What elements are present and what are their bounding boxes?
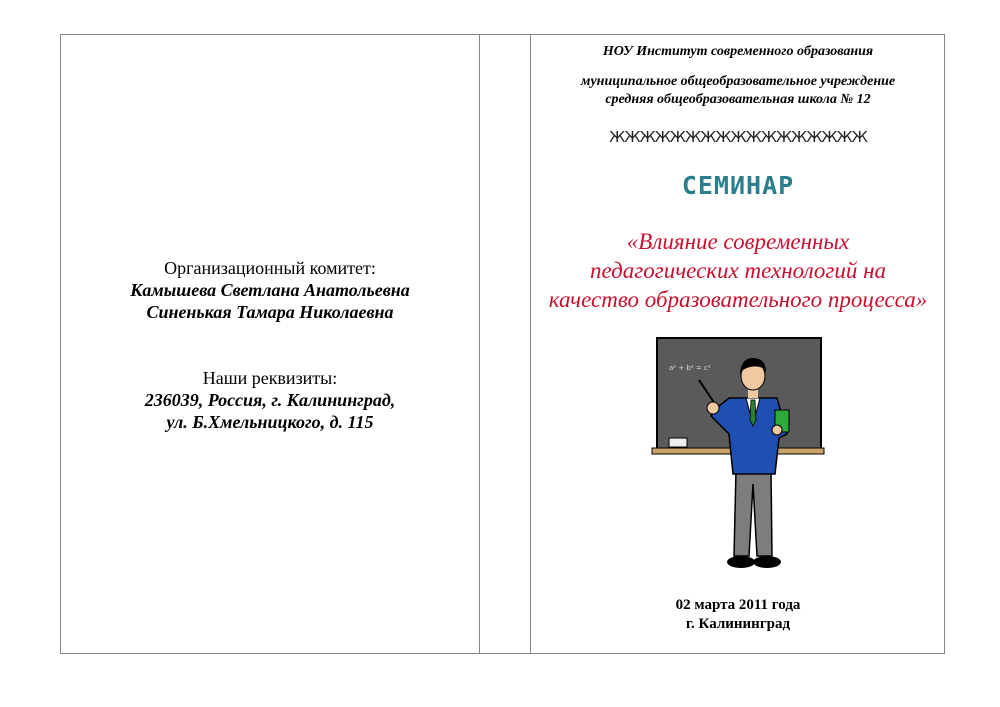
shoe-left <box>727 556 755 568</box>
event-info <box>531 596 945 634</box>
committee-member: Синенькая Тамара Николаевна <box>146 302 394 322</box>
event-city: г. Калининград <box>685 616 791 632</box>
topic-line: «Влияние современных <box>626 229 850 254</box>
fold-line-left <box>479 34 480 654</box>
school-line: средняя общеобразовательная школа № 12 <box>605 92 871 107</box>
trousers <box>734 470 772 556</box>
right-panel <box>531 34 945 654</box>
left-panel <box>61 34 479 654</box>
school-name <box>531 73 945 109</box>
seminar-topic <box>531 227 945 314</box>
shoe-right <box>753 556 781 568</box>
address-line: ул. Б.Хмельницкого, д. 115 <box>166 412 374 432</box>
hand-right <box>772 425 782 435</box>
institute-name: НОУ Институт современного образования <box>602 44 874 59</box>
committee-label: Организационный комитет: <box>164 258 376 278</box>
topic-line: педагогических технологий на <box>589 258 887 283</box>
teacher-illustration <box>649 334 829 579</box>
event-date: 02 марта 2011 года <box>675 597 801 613</box>
details-label: Наши реквизиты: <box>202 368 338 388</box>
address-line: 236039, Россия, г. Калининград, <box>144 390 396 410</box>
ornament-divider: ЖЖЖЖЖЖЖЖЖЖЖЖЖЖЖЖЖ <box>609 128 867 146</box>
school-line: муниципальное общеобразовательное учреждение <box>580 74 896 89</box>
seminar-title: СЕМИНАР <box>681 171 795 200</box>
tie <box>750 400 756 426</box>
hand-left <box>707 402 719 414</box>
committee-member: Камышева Светлана Анатольевна <box>130 280 410 300</box>
committee-block <box>61 257 479 323</box>
eraser <box>669 438 687 447</box>
details-block <box>61 367 479 433</box>
topic-line: качество образовательного процесса» <box>548 287 928 312</box>
board-formula: a² + b² = c² <box>669 364 711 372</box>
